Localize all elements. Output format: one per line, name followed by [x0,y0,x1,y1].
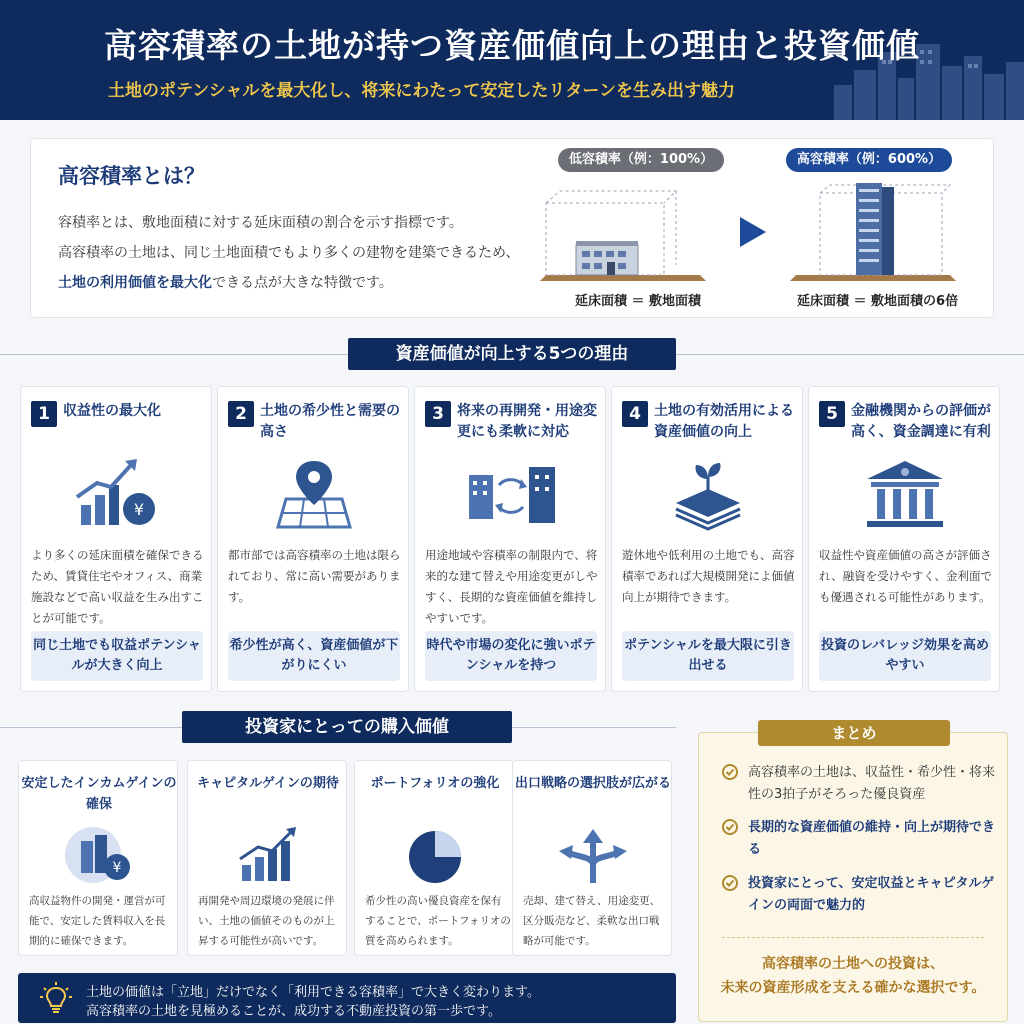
investor-card [512,760,672,956]
investor-card [18,760,178,956]
layers-sprout-icon [658,455,758,535]
summary-item-text: 投資家にとって、安定収益とキャピタルゲインの両面で魅力的 [748,876,995,913]
summary-conclusion-line-2: 未来の資産形成を支える確かな選択です。 [720,980,986,996]
investor-card [187,760,347,956]
low-far-caption: 延床面積 ＝ 敷地面積 [575,294,702,309]
investor-card-title: キャピタルゲインの期待 [197,776,339,791]
reason-card [808,386,1000,692]
investor-card-title: 出口戦略の選択肢が広がる [514,776,671,791]
investor-card-title: 安定したインカムゲインの確保 [21,776,177,812]
definition-line-3 [58,272,393,292]
investor-card-title: ポートフォリオの強化 [370,776,500,791]
low-building-illustration [540,185,710,285]
summary-title: まとめ [758,720,950,746]
header-banner [0,0,1024,120]
summary-item-text: 高容積率の土地は、収益性・希少性・将来性の3拍子がそろった優良資産 [748,765,996,802]
reason-number: 2 [228,401,254,427]
reasons-section-title: 資産価値が向上する5つの理由 [348,338,676,370]
reason-highlight: ポテンシャルを最大限に引き出せる [622,631,794,681]
note-line-1: 土地の価値は「立地」だけでなく「利用できる容積率」で大きく変わります。 [86,985,540,1000]
page-title: 高容積率の土地が持つ資産価値向上の理由と投資価値 [104,26,920,65]
reason-highlight: 投資のレバレッジ効果を高めやすい [819,631,991,681]
reason-highlight: 同じ土地でも収益ポテンシャルが大きく向上 [31,631,203,681]
definition-title: 高容積率とは？ [58,164,205,188]
reason-body: 都市部では高容積率の土地は限られており、常に高い需要があります。 [228,548,401,604]
chart-yen-icon [67,455,167,535]
check-circle-icon [722,819,738,835]
definition-line-1: 容積率とは、敷地面積に対する延床面積の割合を示す指標です。 [58,215,463,231]
reason-body: 遊休地や低利用の土地でも、高容積率であれば大規模開発によ価値向上が期待できます。 [622,548,795,604]
reason-title: 収益性の最大化 [63,403,161,419]
definition-line-2: 高容積率の土地は、同じ土地面積でもより多くの建物を建築できるため、 [58,245,520,261]
reason-card [611,386,803,692]
svg-text:¥: ¥ [112,860,122,876]
building-yen-icon [63,825,135,885]
reason-card [20,386,212,692]
investor-card [354,760,514,956]
high-far-caption: 延床面積 ＝ 敷地面積の6倍 [797,294,959,309]
reason-card [217,386,409,692]
summary-conclusion [698,952,1008,1000]
reason-number: 4 [622,401,648,427]
definition-line-3-rest: できる点が大きな特徴です。 [212,275,393,291]
reason-title: 土地の有効活用による資産価値の向上 [654,403,794,440]
reason-number: 5 [819,401,845,427]
note-line-2: 高容積率の土地を見極めることが、成功する不動産投資の第一歩です。 [86,1004,501,1019]
buildings-cycle-icon [461,455,561,535]
summary-item-text: 長期的な資産価値の維持・向上が期待できる [748,820,996,857]
definition-emphasis: 土地の利用価値を最大化 [58,275,212,291]
bottom-note [18,973,676,1023]
reason-highlight: 希少性が高く、資産価値が下がりにくい [228,631,400,681]
map-pin-icon [264,455,364,535]
page-subtitle: 土地のポテンシャルを最大化し、将来にわたって安定したリターンを生み出す魅力 [108,81,736,101]
summary-divider [722,937,984,938]
reason-title: 金融機関からの評価が高く、資金調達に有利 [851,403,991,440]
low-far-label: 低容積率（例：100%） [558,148,724,172]
pie-chart-icon [399,825,471,885]
svg-text:¥: ¥ [133,500,145,519]
lightbulb-icon [40,982,72,1014]
growth-chart-icon [232,825,304,885]
investor-card-body: 再開発や周辺環境の発展に伴い、土地の価値そのものが上昇する可能性が高いです。 [198,895,335,947]
reason-number: 3 [425,401,451,427]
reason-card [414,386,606,692]
high-building-illustration [790,175,960,285]
arrow-right-icon [738,215,768,249]
reason-title: 土地の希少性と需要の高さ [260,403,400,440]
check-circle-icon [722,875,738,891]
reason-number: 1 [31,401,57,427]
reason-title: 将来の再開発・用途変更にも柔軟に対応 [457,403,597,440]
investors-section-title: 投資家にとっての購入価値 [182,711,512,743]
investor-card-body: 売却、建て替え、用途変更、区分販売など、柔軟な出口戦略が可能です。 [523,895,661,947]
reason-body: 収益性や資産価値の高さが評価され、融資を受けやすく、金利面でも優遇される可能性があります。 [819,548,992,604]
reason-body: より多くの延床面積を確保できるため、賃貸住宅やオフィス、商業施設などで高い収益を生み出すことが可能です。 [31,548,204,625]
reason-body: 用途地域や容積率の制限内で、将来的な建て替えや用途変更がしやすく、長期的な資産価値を維持しやすいです。 [425,548,598,625]
split-arrows-icon [557,825,629,885]
investor-card-body: 高収益物件の開発・運営が可能で、安定した賃料収入を長期的に確保できます。 [29,895,166,947]
high-far-label: 高容積率（例：600%） [786,148,952,172]
bank-icon [855,455,955,535]
reason-highlight: 時代や市場の変化に強いポテンシャルを持つ [425,631,597,681]
summary-conclusion-line-1: 高容積率の土地への投資は、 [762,956,944,972]
investor-card-body: 希少性の高い優良資産を保有することで、ポートフォリオの質を高められます。 [365,895,511,947]
check-circle-icon [722,764,738,780]
